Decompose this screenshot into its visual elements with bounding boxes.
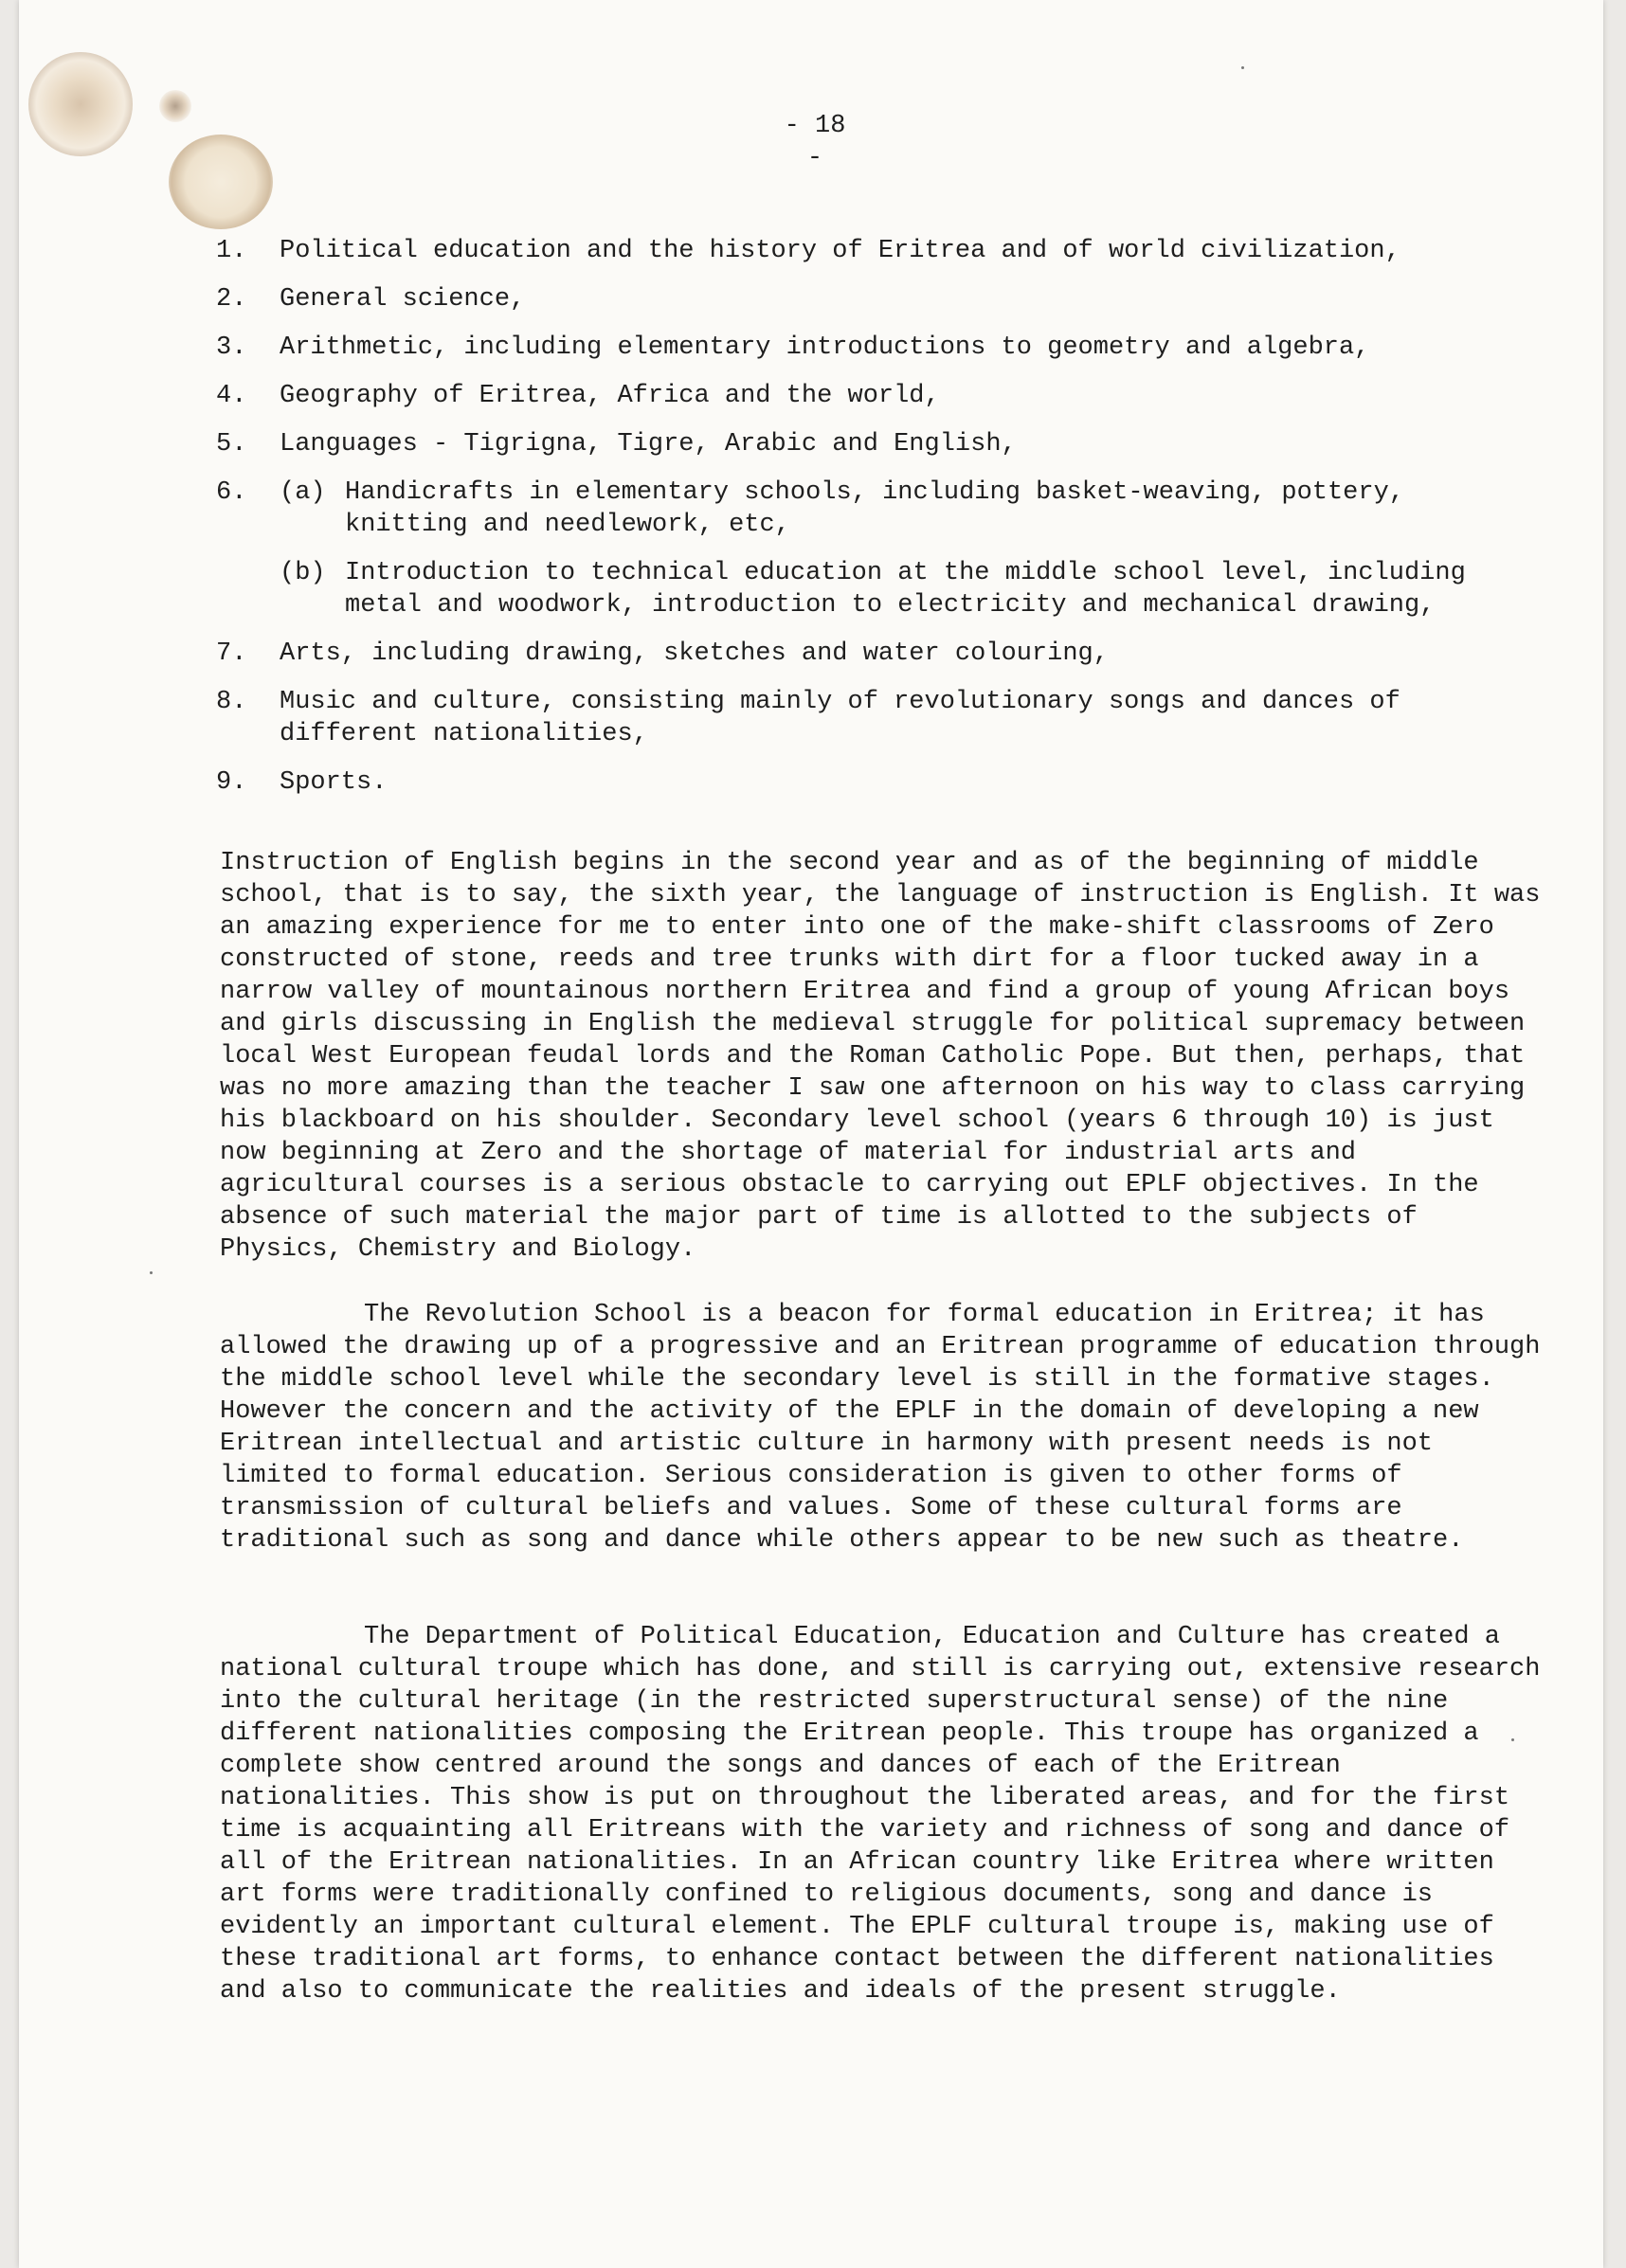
paper-speck	[150, 1271, 153, 1274]
list-item	[216, 380, 1524, 412]
subject-list	[216, 235, 1524, 815]
list-item-number: 3.	[216, 333, 247, 362]
list-item	[216, 766, 1524, 799]
list-item	[216, 477, 1524, 541]
list-item	[216, 332, 1524, 364]
page-number: - 18 -	[784, 112, 846, 172]
paper-speck	[1241, 66, 1244, 69]
list-subitem	[216, 557, 1524, 621]
list-item-number: 9.	[216, 768, 247, 797]
list-item-text: Music and culture, consisting mainly of revolutionary songs and dances of different nationalities,	[280, 688, 1400, 748]
list-item-number: 1.	[216, 237, 247, 265]
list-subitem-text: Handicrafts in elementary schools, including basket-weaving, pottery, knitting and needlework, etc,	[345, 478, 1404, 539]
list-item-number: 7.	[216, 639, 247, 668]
paragraph-cultural-troupe: The Department of Political Education, Education and Culture has created a national cultural troupe which has done, and still is carrying out, extensive research into the cultural heritage (in the restricted superstructural sense) of the nine different nationalities composing the Eritrean people. This troupe has organized a complete show centred around the songs and dances of each of the Eritrean nationalities. This show is put on throughout the liberated areas, and for the first time is acquainting all Eritreans with the variety and richness of song and dance of all of the Eritrean nationalities. In an African country like Eritrea where written art forms were traditionally confined to religious documents, song and dance is evidently an important cultural element. The EPLF cultural troupe is, making use of these traditional art forms, to enhance contact between the different nationalities and also to communicate the realities and ideals of the present struggle.	[220, 1623, 1541, 2006]
list-item-number: 4.	[216, 382, 247, 410]
paragraph-english-instruction: Instruction of English begins in the second year and as of the beginning of middle school, that is to say, the sixth year, the language of instruction is English. It was an amazing experience for me to enter into one of the make-shift classrooms of Zero constructed of stone, reeds and tree trunks with dirt for a floor tucked away in a narrow valley of mountainous northern Eritrea and find a group of young African boys and girls discussing in English the medieval struggle for political supremacy between local West European feudal lords and the Roman Catholic Pope. But then, perhaps, that was no more amazing than the teacher I saw one afternoon on his way to class carrying his blackboard on his shoulder. Secondary level school (years 6 through 10) is just now beginning at Zero and the shortage of material for industrial arts and agricultural courses is a serious obstacle to carrying out EPLF objectives. In the absence of such material the major part of time is allotted to the subjects of Physics, Chemistry and Biology.	[220, 849, 1541, 1264]
list-item	[216, 686, 1524, 750]
list-item	[216, 638, 1524, 670]
list-item-number: 6.	[216, 478, 247, 507]
list-subitem-label: (b)	[280, 559, 326, 587]
list-subitem-label: (a)	[280, 478, 326, 507]
list-item-text: Languages - Tigrigna, Tigre, Arabic and English,	[280, 430, 1017, 459]
list-item-text: Arts, including drawing, sketches and water colouring,	[280, 639, 1109, 668]
list-item	[216, 235, 1524, 267]
list-item-number: 5.	[216, 430, 247, 459]
list-item-number: 8.	[216, 688, 247, 716]
list-item-text: Political education and the history of Eritrea and of world civilization,	[280, 237, 1400, 265]
list-subitem-text: Introduction to technical education at the middle school level, including metal and woodwork, introduction to electricity and mechanical drawing,	[345, 559, 1466, 620]
list-item-text: Arithmetic, including elementary introductions to geometry and algebra,	[280, 333, 1370, 362]
paragraph-revolution-school: The Revolution School is a beacon for formal education in Eritrea; it has allowed the drawing up of a progressive and an Eritrean programme of education through the middle school level while the secondary level is still in the formative stages. However the concern and the activity of the EPLF in the domain of developing a new Eritrean intellectual and artistic culture in harmony with present needs is not limited to formal education. Serious consideration is given to other forms of transmission of cultural beliefs and values. Some of these cultural forms are traditional such as song and dance while others appear to be new such as theatre.	[220, 1301, 1541, 1555]
list-item	[216, 283, 1524, 315]
list-item-text: Sports.	[280, 768, 388, 797]
list-item-number: 2.	[216, 285, 247, 314]
list-item	[216, 428, 1524, 460]
list-item-text: Geography of Eritrea, Africa and the world,	[280, 382, 940, 410]
list-item-text: General science,	[280, 285, 526, 314]
